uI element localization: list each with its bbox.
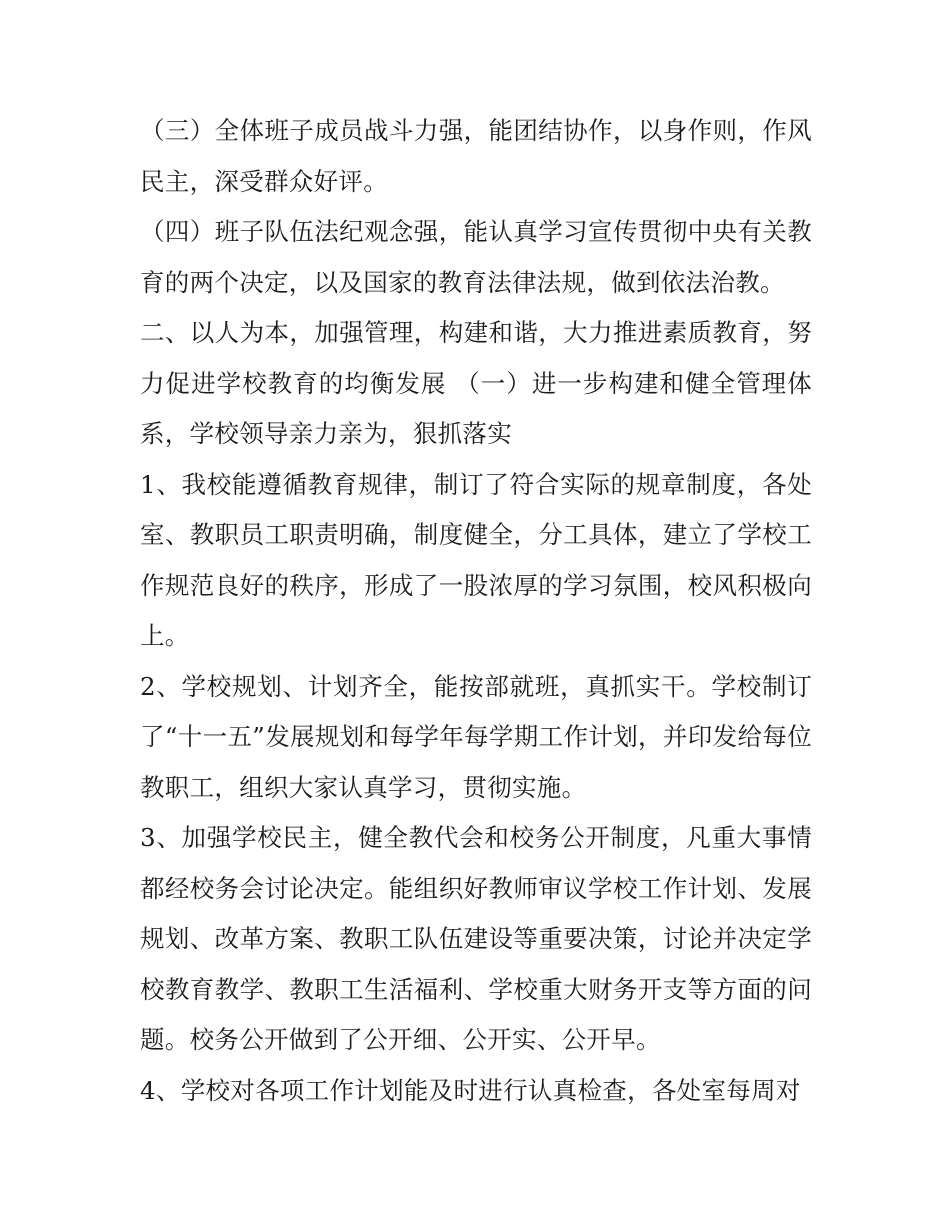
document-body xyxy=(140,106,812,1116)
paragraph-section-4: （四）班子队伍法纪观念强，能认真学习宣传贯彻中央有关教育的两个决定，以及国家的教育法律法规，做到依法治教。 xyxy=(140,217,812,297)
paragraph-item-3: 3、加强学校民主，健全教代会和校务公开制度，凡重大事情都经校务会讨论决定。能组织好教师审议学校工作计划、发展规划、改革方案、教职工队伍建设等重要决策，讨论并决定学校教育教学、教职工生活福利、学校重大财务开支等方面的问题。校务公开做到了公开细、公开实、公开早。 xyxy=(140,823,812,1054)
paragraph-item-2: 2、学校规划、计划齐全，能按部就班，真抓实干。学校制订了“十一五”发展规划和每学年每学期工作计划，并印发给每位教职工，组织大家认真学习，贯彻实施。 xyxy=(140,671,812,802)
paragraph-section-3: （三）全体班子成员战斗力强，能团结协作，以身作则，作风民主，深受群众好评。 xyxy=(140,116,812,196)
paragraph-item-1: 1、我校能遵循教育规律，制订了符合实际的规章制度，各处室、教职员工职责明确，制度健全，分工具体，建立了学校工作规范良好的秩序，形成了一股浓厚的学习氛围，校风积极向上。 xyxy=(140,469,812,650)
paragraph-heading-2: 二、以人为本，加强管理，构建和谐，大力推进素质教育，努力促进学校教育的均衡发展 （一）进一步构建和健全管理体系，学校领导亲力亲为，狠抓落实 xyxy=(140,318,812,448)
paragraph-item-4: 4、学校对各项工作计划能及时进行认真检查，各处室每周对 xyxy=(140,1075,801,1105)
